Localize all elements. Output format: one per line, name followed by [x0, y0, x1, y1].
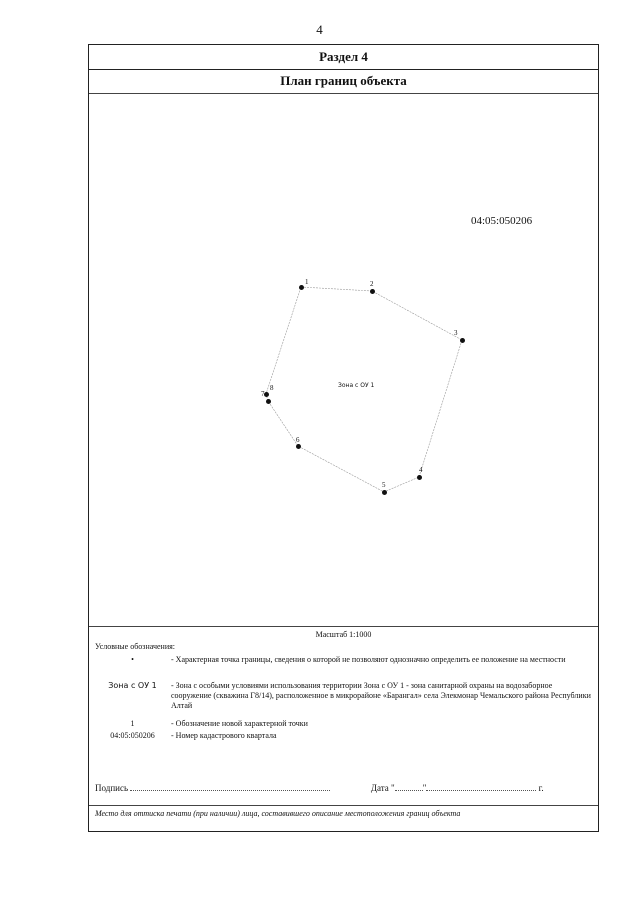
- document-frame: [88, 44, 599, 832]
- plan-title: План границ объекта: [89, 69, 598, 94]
- legend-item-text: - Номер кадастрового квартала: [171, 731, 277, 740]
- boundary-point-3: [460, 338, 465, 343]
- cadastral-number-label: 04:05:050206: [471, 215, 533, 227]
- date-quote-open: ": [391, 783, 395, 793]
- boundary-point-4: [417, 475, 422, 480]
- stamp-place-note: Место для оттиска печати (при наличии) лица, составившего описание местоположения границ объекта: [89, 805, 598, 820]
- boundary-point-6: [296, 444, 301, 449]
- legend-item-text: - Характерная точка границы, сведения о которой не позволяют однозначно определить ее положение на местности: [171, 655, 566, 664]
- scale-label: Масштаб 1:1000: [315, 630, 372, 639]
- page-number: 4: [316, 22, 323, 37]
- boundary-point-7: [266, 399, 271, 404]
- zone-symbol: Зона с ОУ 1: [108, 681, 157, 690]
- boundary-point-2: [370, 289, 375, 294]
- point-label-3: 3: [454, 329, 458, 337]
- boundary-point-1: [299, 285, 304, 290]
- date-month-line: [426, 790, 536, 791]
- legend-item-text: - Обозначение новой характерной точки: [171, 719, 308, 728]
- boundary-point-8: [264, 392, 269, 397]
- point-label-5: 5: [382, 481, 386, 489]
- date-day-line: [395, 790, 423, 791]
- point-label-4: 4: [419, 466, 423, 474]
- point-label-6: 6: [296, 436, 300, 444]
- point-symbol: •: [131, 655, 134, 664]
- point-label-7: 7: [261, 390, 265, 398]
- point-label-1: 1: [305, 278, 309, 286]
- signature-row: [95, 783, 592, 793]
- point-label-2: 2: [370, 280, 374, 288]
- legend-section: [89, 626, 598, 831]
- new-point-symbol: 1: [130, 719, 135, 728]
- signature-line: [130, 790, 330, 791]
- legend-title: Условные обозначения:: [95, 642, 176, 651]
- zone-boundary-line: [266, 287, 462, 492]
- boundary-polygon-svg: [89, 94, 597, 624]
- boundary-point-5: [382, 490, 387, 495]
- signature-label: Подпись: [95, 783, 129, 793]
- date-label: Дата: [370, 783, 389, 793]
- year-suffix: г.: [538, 783, 544, 793]
- point-label-8: 8: [270, 384, 274, 392]
- zone-label: Зона с ОУ 1: [338, 382, 375, 389]
- section-title: Раздел 4: [89, 45, 598, 70]
- cadastral-symbol: 04:05:050206: [110, 731, 155, 740]
- boundary-plan: [89, 94, 597, 624]
- legend-item-text: - Зона с особыми условиями использования территории Зона с ОУ 1 - зона санитарной охраны на водозаборное сооружение (скважина Г8/14), расположенное в микрорайоне «Барангал» села Элекмонар Чемальского района Республики Алтай: [171, 681, 591, 710]
- date-quote-close: ": [422, 783, 427, 793]
